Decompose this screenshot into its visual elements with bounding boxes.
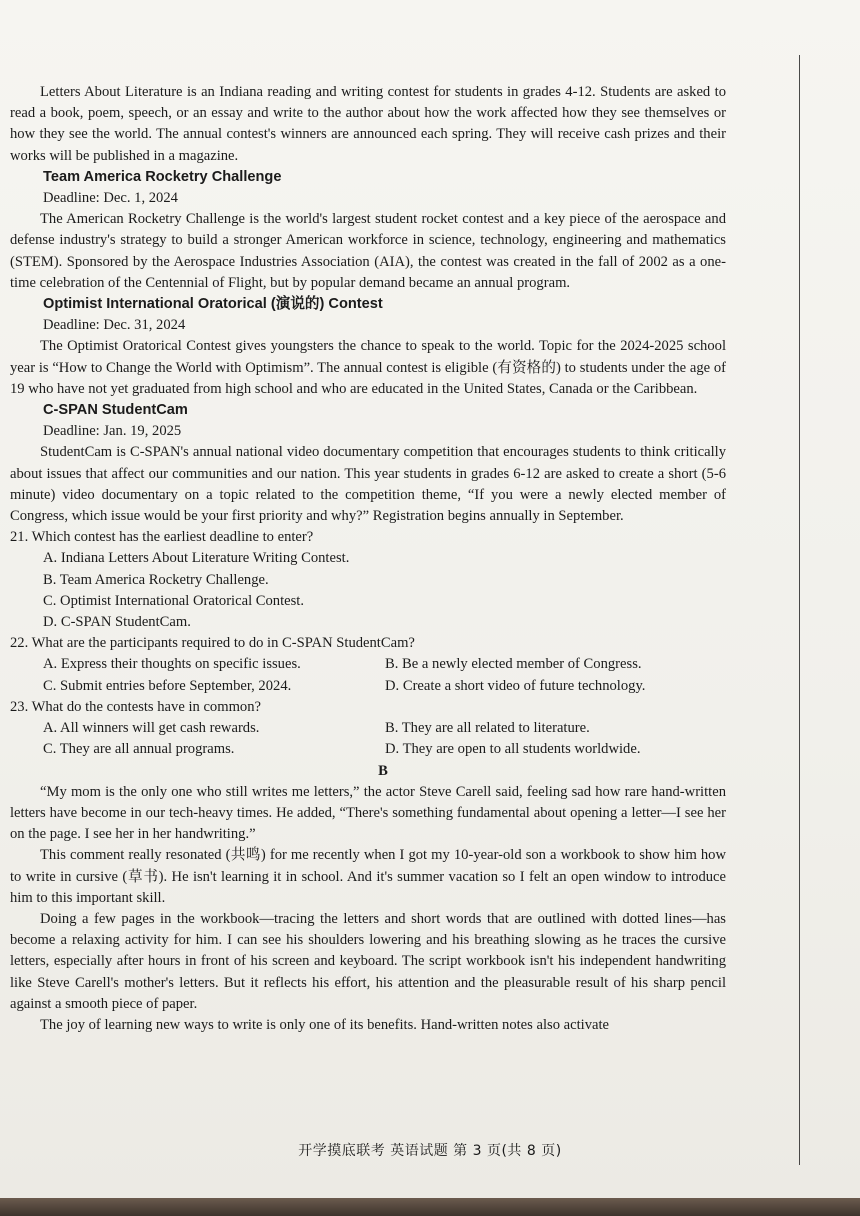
page-footer: 开学摸底联考 英语试题 第 3 页(共 8 页) (298, 1143, 562, 1159)
answer-option: C. Optimist International Oratorical Contest. (43, 592, 305, 609)
answer-option: B. Team America Rocketry Challenge. (43, 571, 269, 588)
answer-option: A. Express their thoughts on specific issues. (43, 656, 301, 673)
section-letter: B (378, 762, 388, 779)
answer-option: D. They are open to all students worldwide. (385, 741, 641, 758)
contest-description: The Optimist Oratorical Contest gives youngsters the chance to speak to the world. Topic for the 2024-2025 school year is “How to Change the World with Optimism”. The annual contest is eligible (有资格的) to students under the age of 19 who have not yet graduated from high school and who are educated in the United States, Canada or the Caribbean. (10, 338, 726, 397)
answer-options-row (10, 654, 726, 675)
passage-paragraph: “My mom is the only one who still writes me letters,” the actor Steve Carell said, feeling sad how rare hand-written letters have become in our tech-heavy times. He added, “There's something fundamental about opening a letter—I see her on the page. I see her in her handwriting.” (10, 783, 726, 843)
answer-option: D. Create a short video of future technology. (385, 677, 646, 694)
answer-options-row (10, 739, 726, 760)
contest-title: C-SPAN StudentCam (43, 402, 188, 419)
passage-paragraph: The joy of learning new ways to write is only one of its benefits. Hand-written notes also activate (40, 1016, 610, 1033)
question-stem: 23. What do the contests have in common? (10, 698, 262, 715)
answer-option: C. Submit entries before September, 2024. (43, 677, 292, 694)
answer-option: B. Be a newly elected member of Congress. (385, 656, 642, 673)
question-stem: 21. Which contest has the earliest deadline to enter? (10, 529, 314, 546)
answer-options-row (10, 676, 726, 697)
contest-deadline: Deadline: Dec. 31, 2024 (43, 317, 186, 334)
page-content (10, 82, 726, 1036)
passage-paragraph: This comment really resonated (共鸣) for me recently when I got my 10-year-old son a workbook to show him how to write in cursive (草书). He isn't learning it in school. And it's summer vacation so I felt an open window to introduce him to this important skill. (10, 847, 726, 906)
contest-title: Optimist International Oratorical (演说的) Contest (43, 296, 383, 313)
answer-option: A. All winners will get cash rewards. (43, 720, 260, 737)
answer-options-row (10, 718, 726, 739)
page-bottom-edge (0, 1198, 860, 1216)
answer-option: C. They are all annual programs. (43, 741, 235, 758)
intro-paragraph: Letters About Literature is an Indiana reading and writing contest for students in grades 4-12. Students are asked to read a book, poem, speech, or an essay and write to the author about how the work affected how they see themselves or how they see the world. The annual contest's winners are announced each spring. They will receive cash prizes and their works will be published in a magazine. (10, 84, 726, 164)
margin-rule (799, 55, 800, 1165)
contest-title: Team America Rocketry Challenge (43, 168, 282, 185)
contest-description: The American Rocketry Challenge is the world's largest student rocket contest and a key piece of the aerospace and defense industry's strategy to build a stronger American workforce in science, technology, engineering and mathematics (STEM). Sponsored by the Aerospace Industries Association (AIA), the contest was created in the fall of 2002 as a one-time celebration of the Centennial of Flight, but by popular demand became an annual program. (10, 211, 726, 291)
contest-deadline: Deadline: Dec. 1, 2024 (43, 190, 178, 207)
answer-option: B. They are all related to literature. (385, 720, 590, 737)
question-stem: 22. What are the participants required to do in C-SPAN StudentCam? (10, 635, 415, 652)
answer-option: A. Indiana Letters About Literature Writing Contest. (43, 550, 350, 567)
answer-option: D. C-SPAN StudentCam. (43, 614, 191, 631)
passage-paragraph: Doing a few pages in the workbook—tracing the letters and short words that are outlined with dotted lines—has become a relaxing activity for him. I can see his shoulders lowering and his breathing slowing as he traces the cursive letters, especially after hours in front of his screen and keyboard. The script workbook isn't his independent handwriting like Steve Carell's mother's letters. But it reflects his effort, his attention and the pleasurable result of his sharp pencil against a smooth piece of paper. (10, 910, 726, 1012)
contest-description: StudentCam is C-SPAN's annual national video documentary competition that encourages students to think critically about issues that affect our communities and our nation. This year students in grades 6-12 are asked to create a short (5-6 minute) video documentary on a topic related to the competition theme, “If you were a newly elected member of Congress, which issue would be your first priority and why?” Registration begins annually in September. (10, 444, 726, 525)
contest-deadline: Deadline: Jan. 19, 2025 (43, 423, 182, 440)
